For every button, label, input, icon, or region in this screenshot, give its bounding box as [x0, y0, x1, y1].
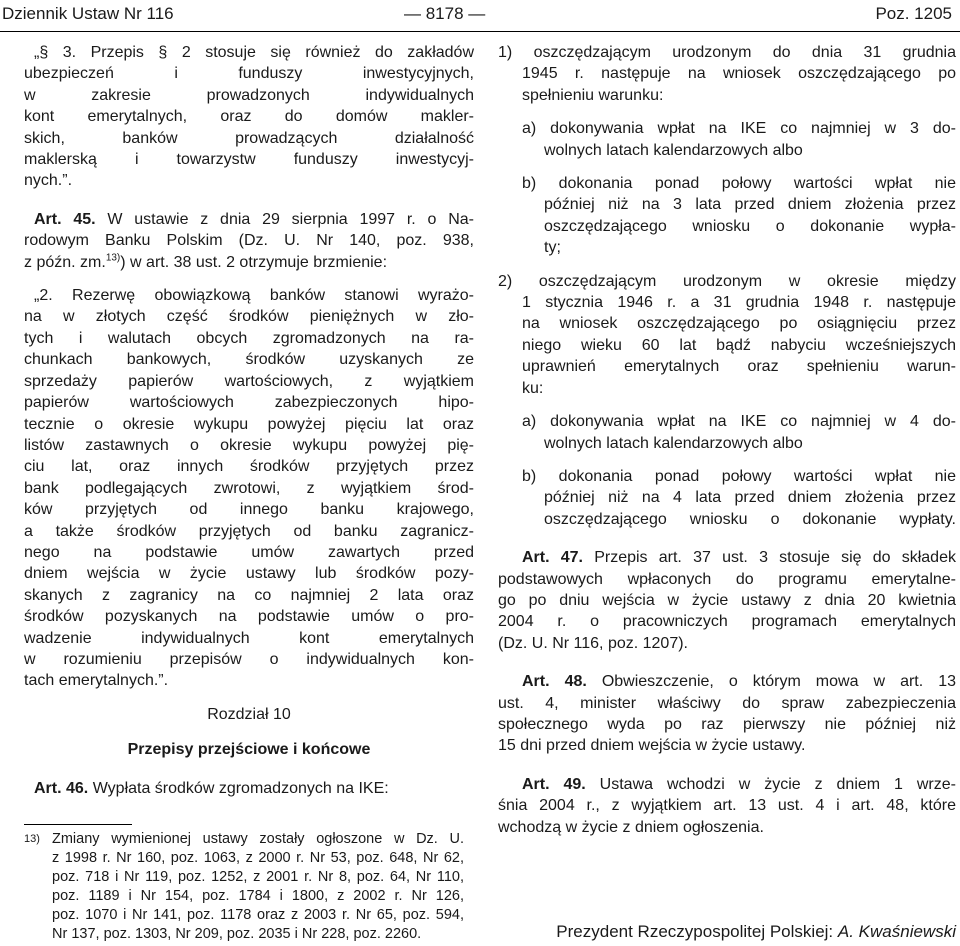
- article-text: Ustawa wchodzi w życie z dniem 1 wrze-: [599, 775, 956, 793]
- footnote-line: Zmiany wymienionej ustawy zostały ogłoszone w Dz. U.: [52, 831, 464, 847]
- article-45: [24, 209, 474, 273]
- footnote-line: Nr 137, poz. 1303, Nr 209, poz. 2035 i Nr 228, poz. 2260.: [52, 926, 422, 942]
- footnote-rule: [24, 824, 132, 825]
- text-line: b) dokonania ponad połowy wartości wpłat nie: [522, 175, 956, 193]
- page-header: [0, 4, 960, 26]
- text-line: oszczędzającego wniosku o dokonanie wypłaty.: [544, 510, 956, 528]
- article-text: Wypłata środków zgromadzonych na IKE:: [92, 779, 389, 797]
- quoted-provision: [24, 285, 474, 692]
- text-line: później niż na 4 lata przed dniem złożenia przez: [544, 489, 956, 507]
- footnote-ref: 13): [105, 252, 121, 264]
- text-line: a także środków przyjętych od banku zagranicz-: [24, 522, 474, 540]
- signature: [556, 922, 956, 942]
- item-1: [498, 42, 956, 106]
- text-line: wadzenie indywidualnych kont emerytalnych: [24, 629, 474, 647]
- text-line: [498, 774, 956, 795]
- text-line: maklerską i towarzystw funduszy inwestycyj-: [24, 151, 474, 169]
- text-line: dniem wejścia w życie ustawy lub środków pozy-: [24, 565, 474, 583]
- footnote-line: poz. 1070 i Nr 141, poz. 1178 oraz z 2003 r. Nr 65, poz. 594,: [52, 907, 464, 923]
- text-line: w zakresie prowadzonych indywidualnych: [24, 86, 474, 104]
- text-line: niego wieku 60 lat bądź nabyciu wcześniejszych: [522, 336, 956, 354]
- text-line: skanych z zagranicy na co najmniej 2 lata oraz: [24, 586, 474, 604]
- text-line: uprawnień emerytalnych oraz spełnieniu warun-: [522, 358, 956, 376]
- text-line: a) dokonywania wpłat na IKE co najmniej w 3 do-: [522, 120, 956, 138]
- left-column: [24, 42, 474, 799]
- text-line: 1 stycznia 1946 r. a 31 grudnia 1948 r. następuje: [522, 294, 956, 312]
- text-line: a) dokonywania wpłat na IKE co najmniej w 4 do-: [522, 413, 956, 431]
- text-line: 1945 r. następuje na wniosek oszczędzającego po: [522, 65, 956, 83]
- item-1b: [498, 173, 956, 259]
- text-line: tych i walutach obcych zgromadzonych na ra-: [24, 329, 474, 347]
- text-line: rodowym Banku Polskim (Dz. U. Nr 140, poz. 938,: [24, 232, 474, 250]
- text-line: nego na podstawie umów zawartych przed: [24, 543, 474, 561]
- text-line: 15 dni przed dniem wejścia w życie ustawy.: [498, 737, 806, 755]
- item-1a: [498, 118, 956, 161]
- footnote-line: poz. 1189 i Nr 154, poz. 1784 i 1800, z 2002 r. Nr 126,: [52, 888, 464, 904]
- text-line: listów zastawnych o okresie wykupu powyżej pię-: [24, 436, 474, 454]
- text-line: wchodzą w życie z dniem ogłoszenia.: [498, 818, 764, 836]
- text-line: 2) oszczędzającym urodzonym w okresie między: [498, 272, 956, 290]
- text-line: bank podlegających zwrotowi, z wyjątkiem środ-: [24, 479, 474, 497]
- text-line: środków pozyskanych na podstawie umów o pro-: [24, 608, 474, 626]
- item-2b: [498, 466, 956, 530]
- text-line: w rozumieniu przepisów o indywidualnych kon-: [24, 650, 474, 668]
- text-line: ciu lat, oraz innych środków przyjętych przez: [24, 458, 474, 476]
- text-line: go po dniu wejścia w życie ustawy z dnia 20 kwietnia: [498, 591, 956, 609]
- text-line: śnia 2004 r., z wyjątkiem art. 13 ust. 4 i art. 48, które: [498, 797, 956, 815]
- text-line: podstawowych wpłaconych do programu emerytalne-: [498, 570, 956, 588]
- text-line: papierów wartościowych zabezpieczonych hipo-: [24, 394, 474, 412]
- footnote: [24, 830, 464, 944]
- article-heading: Art. 45.: [34, 210, 96, 228]
- article-text: W ustawie z dnia 29 sierpnia 1997 r. o Na-: [107, 210, 474, 228]
- text-line: sprzedaży papierów wartościowych, z wyjątkiem: [24, 372, 474, 390]
- text-line: [24, 778, 474, 799]
- page-number: — 8178 —: [404, 4, 486, 23]
- text-line: później niż na 3 lata przed dniem złożenia przez: [544, 196, 956, 214]
- journal-title: Dziennik Ustaw Nr 116: [2, 4, 174, 23]
- text-line: [24, 252, 474, 273]
- article-text: z późn. zm.: [24, 253, 106, 271]
- paragraph-3: [24, 42, 474, 192]
- text-line: chunkach bankowych, środków uzyskanych ze: [24, 351, 474, 369]
- text-line: „2. Rezerwę obowiązkową banków stanowi wyrażo-: [34, 287, 474, 305]
- text-line: 2004 r. o pracowniczych programach emerytalnych: [498, 613, 956, 631]
- text-line: tecznie o okresie wykupu powyżej pięciu lat oraz: [24, 415, 474, 433]
- position-number: Poz. 1205: [875, 4, 952, 23]
- text-line: b) dokonania ponad połowy wartości wpłat nie: [522, 467, 956, 485]
- chapter-number: Rozdział 10: [207, 705, 291, 723]
- right-column: [498, 42, 956, 838]
- article-heading: Art. 47.: [522, 549, 583, 567]
- text-line: kont emerytalnych, oraz do domów makler-: [24, 108, 474, 126]
- footnote-number: 13): [24, 833, 40, 845]
- article-heading: Art. 48.: [522, 673, 587, 691]
- text-line: (Dz. U. Nr 116, poz. 1207).: [498, 634, 688, 652]
- text-line: na wniosek oszczędzającego po osiągnięciu przez: [522, 315, 956, 333]
- text-line: społecznego wyda po raz pierwszy nie później niż: [498, 715, 956, 733]
- article-heading: Art. 49.: [522, 775, 586, 793]
- text-line: „§ 3. Przepis § 2 stosuje się również do zakładów: [34, 44, 474, 61]
- text-line: wolnych latach kalendarzowych albo: [544, 141, 803, 159]
- text-line: ust. 4, minister właściwy do spraw zabezpieczenia: [498, 694, 956, 712]
- article-48: [498, 671, 956, 757]
- text-line: 1) oszczędzającym urodzonym do dnia 31 grudnia: [498, 44, 956, 61]
- article-49: [498, 774, 956, 838]
- article-text: Przepis art. 37 ust. 3 stosuje się do składek: [594, 549, 956, 567]
- item-2a: [498, 411, 956, 454]
- text-line: ty;: [544, 239, 561, 257]
- text-line: ubezpieczeń i funduszy inwestycyjnych,: [24, 65, 474, 83]
- text-line: ku:: [522, 379, 544, 397]
- text-line: [498, 547, 956, 568]
- text-line: nych.”.: [24, 172, 73, 190]
- text-line: wolnych latach kalendarzowych albo: [544, 434, 803, 452]
- text-line: ków przyjętych od innego banku krajowego,: [24, 501, 474, 519]
- article-text: Obwieszczenie, o którym mowa w art. 13: [601, 673, 956, 691]
- text-line: [498, 671, 956, 692]
- chapter-title: Przepisy przejściowe i końcowe: [127, 741, 371, 759]
- text-line: skich, banków prowadzących działalność: [24, 129, 474, 147]
- footnote-line: z 1998 r. Nr 160, poz. 1063, z 2000 r. Nr 53, poz. 648, Nr 62,: [52, 850, 464, 866]
- text-line: na w złotych część środków pieniężnych w zło-: [24, 308, 474, 326]
- article-text: ) w art. 38 ust. 2 otrzymuje brzmienie:: [120, 253, 388, 271]
- text-line: [24, 209, 474, 230]
- item-2: [498, 271, 956, 399]
- text-line: oszczędzającego wniosku o dokonanie wypła-: [544, 217, 956, 235]
- header-rule: [0, 31, 960, 32]
- article-46: [24, 778, 474, 799]
- text-line: spełnieniu warunku:: [522, 86, 664, 104]
- footnote-line: poz. 718 i Nr 119, poz. 1252, z 2001 r. Nr 8, poz. 64, Nr 110,: [52, 869, 464, 885]
- article-heading: Art. 46.: [34, 779, 89, 797]
- text-line: tach emerytalnych.”.: [24, 672, 169, 690]
- signature-name: A. Kwaśniewski: [837, 922, 956, 941]
- signature-label: Prezydent Rzeczypospolitej Polskiej:: [556, 922, 834, 941]
- article-47: [498, 547, 956, 654]
